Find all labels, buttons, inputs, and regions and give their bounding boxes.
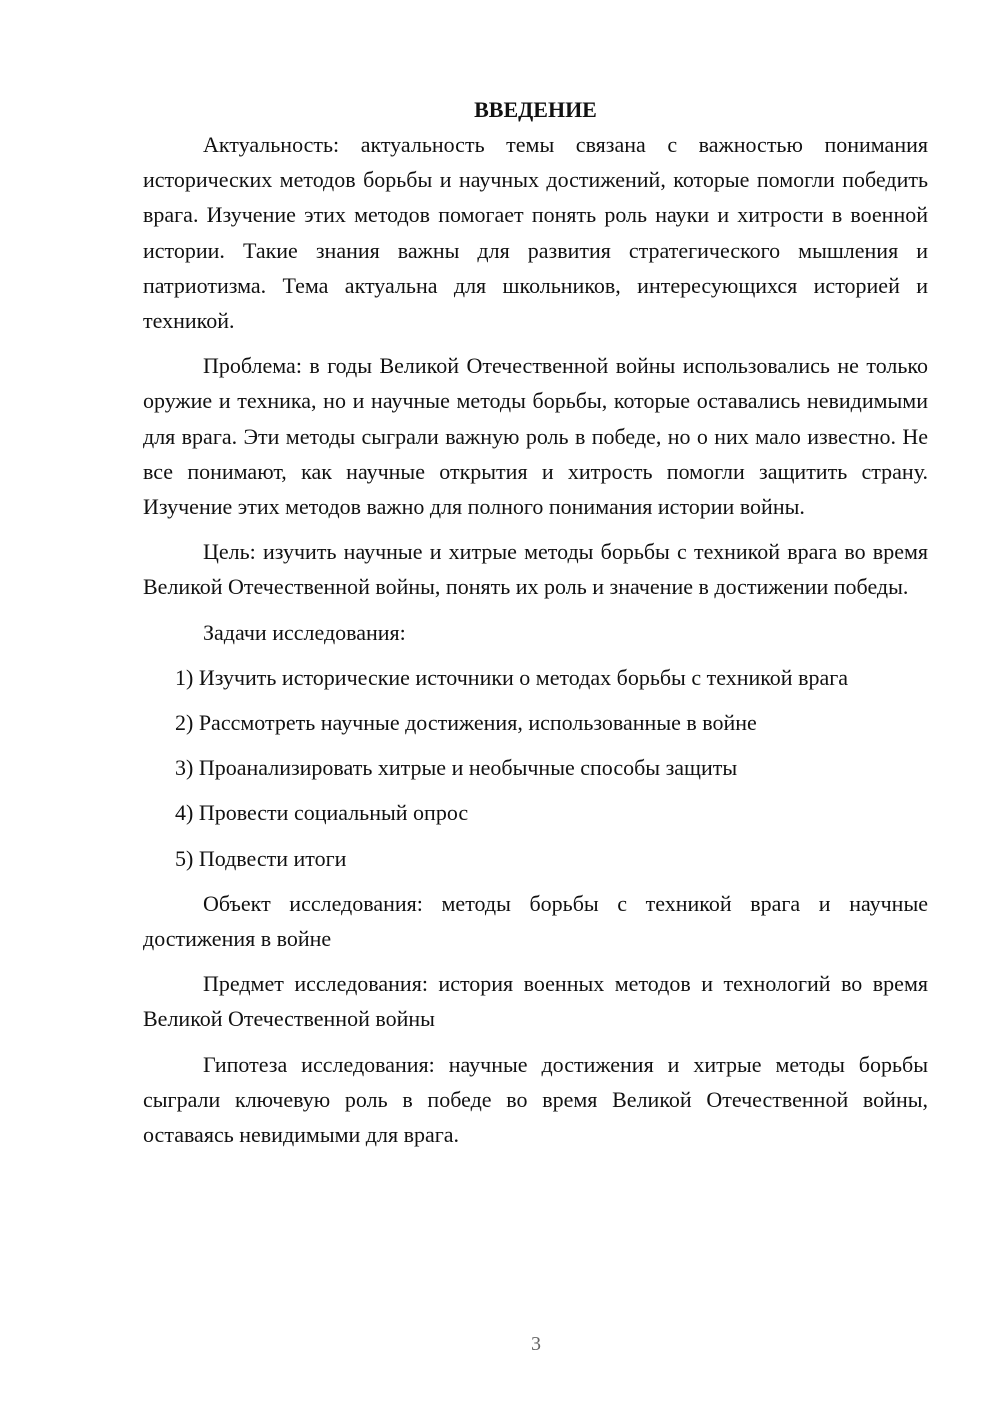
task-item-3: 3) Проанализировать хитрые и необычные способы защиты (175, 755, 738, 781)
task-item-4: 4) Провести социальный опрос (175, 800, 469, 826)
paragraph-object: Объект исследования: методы борьбы с техникой врага и научные достижения в войне (143, 890, 928, 952)
task-item-2: 2) Рассмотреть научные достижения, использованные в войне (175, 710, 757, 736)
paragraph-problem: Проблема: в годы Великой Отечественной войны использовались не только оружие и техника, но и научные методы борьбы, которые оставались невидимыми для врага. Эти методы сыграли важную роль в победе, но о них мало известно. Не все понимают, как научные открытия и хитрость помогли защитить страну. Изучение этих методов важно для полного понимания истории войны. (143, 353, 928, 520)
document-page (143, 92, 928, 1152)
paragraph-goal: Цель: изучить научные и хитрые методы борьбы с техникой врага во время Великой Отечественной войны, понять их роль и значение в достижении победы. (143, 539, 928, 600)
page-number: 3 (531, 1333, 541, 1355)
section-title: ВВЕДЕНИЕ (474, 97, 597, 122)
paragraph-relevance: Актуальность: актуальность темы связана с важностью понимания исторических методов борьбы и научных достижений, которые помогли победить врага. Изучение этих методов помогает понять роль науки и хитрости в военной истории. Такие знания важны для развития стратегического мышления и патриотизма. Тема актуальна для школьников, интересующихся историей и техникой. (143, 132, 928, 334)
task-item-5: 5) Подвести итоги (175, 845, 347, 871)
paragraph-hypothesis: Гипотеза исследования: научные достижения и хитрые методы борьбы сыграли ключевую роль в победе во время Великой Отечественной войны, оставаясь невидимыми для врага. (143, 1051, 928, 1148)
task-item-1: 1) Изучить исторические источники о методах борьбы с техникой врага (175, 664, 849, 690)
paragraph-subject: Предмет исследования: история военных методов и технологий во время Великой Отечественной войны (143, 971, 928, 1032)
tasks-heading: Задачи исследования: (203, 619, 406, 645)
